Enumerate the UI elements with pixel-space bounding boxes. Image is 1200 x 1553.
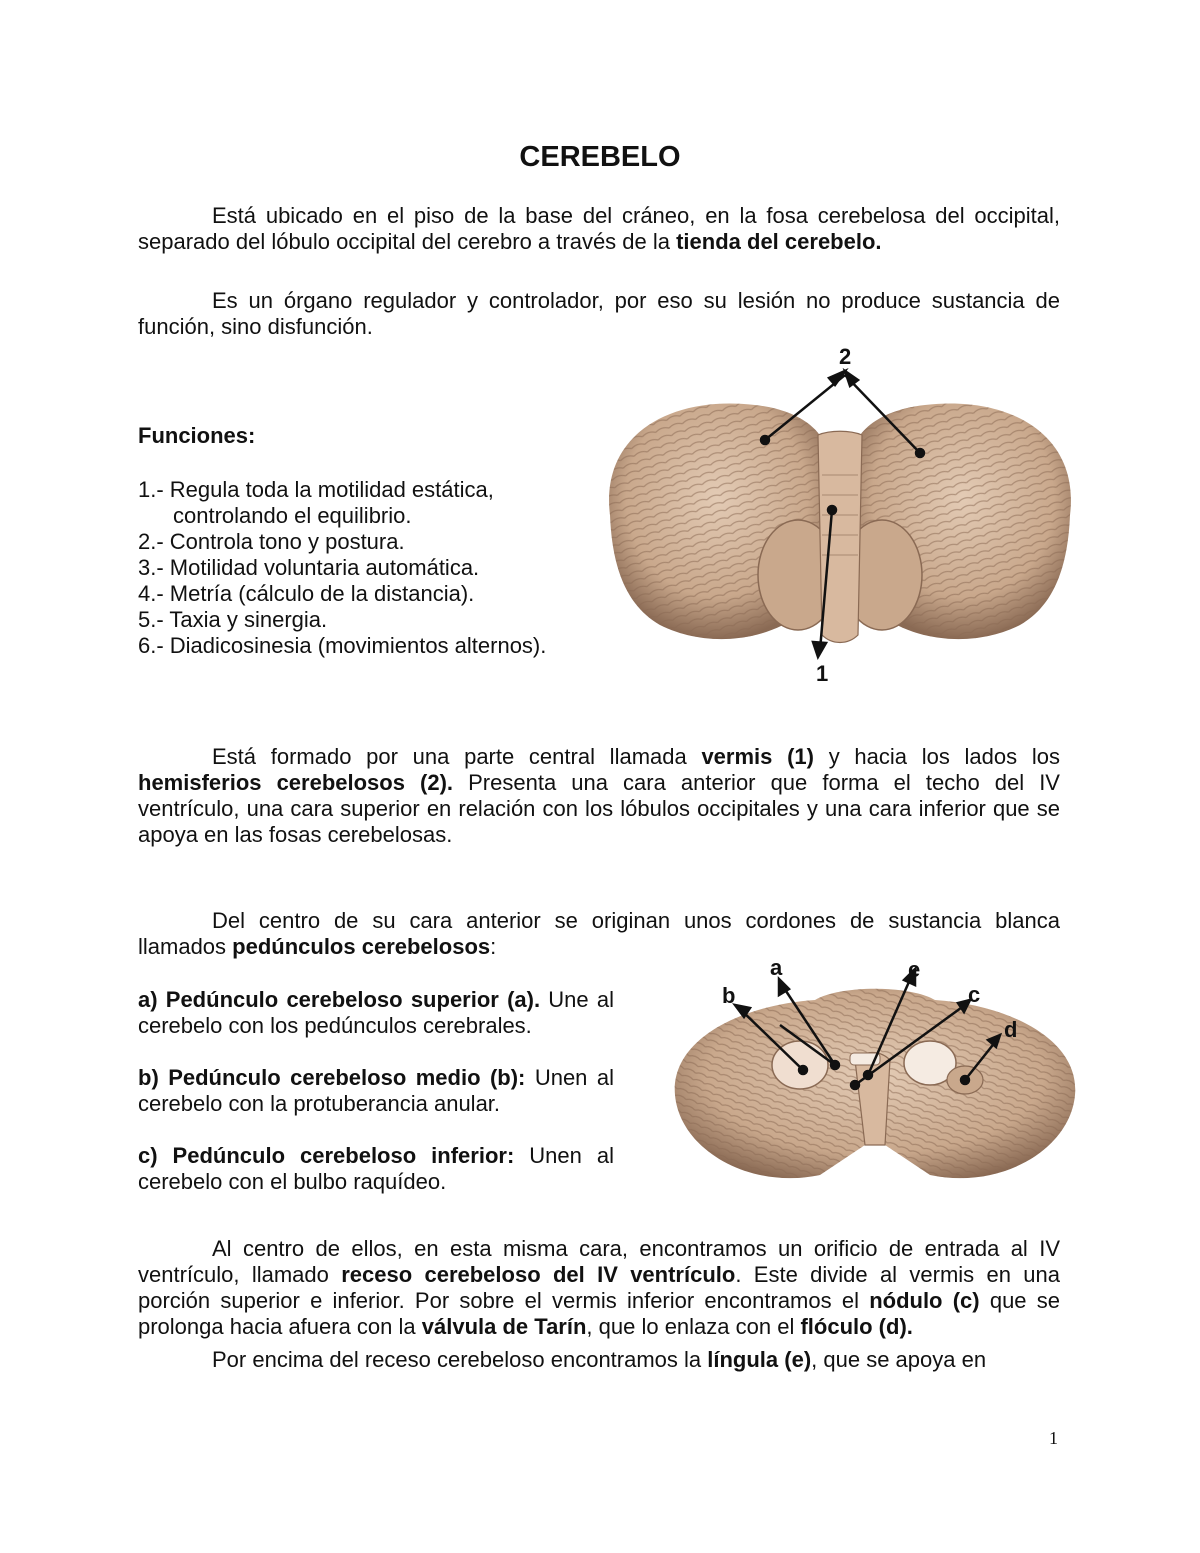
cerebellum-drawing (609, 403, 1071, 642)
list-item: 5.- Taxia y sinergia. (138, 607, 328, 632)
funciones-list (138, 477, 608, 659)
peduncles-list (138, 987, 614, 1221)
cerebellum-posterior-figure (580, 335, 1100, 725)
list-item: 6.- Diadicosinesia (movimientos alternos). (138, 633, 547, 658)
figure2-label-c: c (968, 982, 981, 1007)
peduncle-inferior: c) Pedúnculo cerebeloso inferior: Unen al cerebelo con el bulbo raquídeo. (138, 1143, 614, 1194)
peduncle-superior: a) Pedúnculo cerebeloso superior (a). Une al cerebelo con los pedúnculos cerebrales. (138, 987, 614, 1038)
function-paragraph: Es un órgano regulador y controlador, por eso su lesión no produce sustancia de función, sino disfunción. (138, 288, 1060, 339)
page-title: CEREBELO (519, 141, 681, 173)
peduncle-medio: b) Pedúnculo cerebeloso medio (b): Unen al cerebelo con la protuberancia anular. (138, 1065, 614, 1116)
list-item: 3.- Motilidad voluntaria automática. (138, 555, 480, 580)
intro-paragraph: Está ubicado en el piso de la base del cráneo, en la fosa cerebelosa del occipital, separado del lóbulo occipital del cerebro a través de la tienda del cerebelo. (138, 203, 1060, 254)
figure1-label-1: 1 (816, 661, 829, 686)
figure2-label-e: e (908, 957, 921, 982)
figure2-label-b: b (722, 983, 736, 1008)
cerebellum-anterior-figure (640, 945, 1110, 1215)
page-number: 1 (1049, 1428, 1058, 1448)
figure2-label-a: a (770, 955, 783, 980)
list-item: 2.- Controla tono y postura. (138, 529, 405, 554)
list-item: 1.- Regula toda la motilidad estática, (138, 477, 494, 502)
tienda-term: tienda del cerebelo. (676, 229, 882, 254)
list-item-continuation: controlando el equilibrio. (173, 503, 412, 528)
structure-paragraph: Está formado por una parte central llamada vermis (1) y hacia los lados los hemisferios cerebelosos (2). Presenta una cara anterior que forma el techo del IV ventrículo, una cara superior en relación con los lóbulos occipitales y una cara inferior que se apoya en las fosas cerebelosas. (138, 744, 1060, 847)
lingula-paragraph: Por encima del receso cerebeloso encontramos la língula (e), que se apoya en (212, 1347, 987, 1372)
receso-paragraph: Al centro de ellos, en esta misma cara, encontramos un orificio de entrada al IV ventrículo, llamado receso cerebeloso del IV ventrículo. Este divide al vermis en una porción superior e inferior. Por sobre el vermis inferior encontramos el nódulo (c) que se prolonga hacia afuera con la válvula de Tarín, que lo enlaza con el flóculo (d). (138, 1236, 1061, 1339)
funciones-heading: Funciones: (138, 423, 256, 448)
figure1-label-2: 2 (839, 344, 852, 369)
peduncles-intro-paragraph: Del centro de su cara anterior se originan unos cordones de sustancia blanca llamados pedúnculos cerebelosos: (138, 908, 1060, 959)
figure2-label-d: d (1004, 1017, 1018, 1042)
list-item: 4.- Metría (cálculo de la distancia). (138, 581, 475, 606)
